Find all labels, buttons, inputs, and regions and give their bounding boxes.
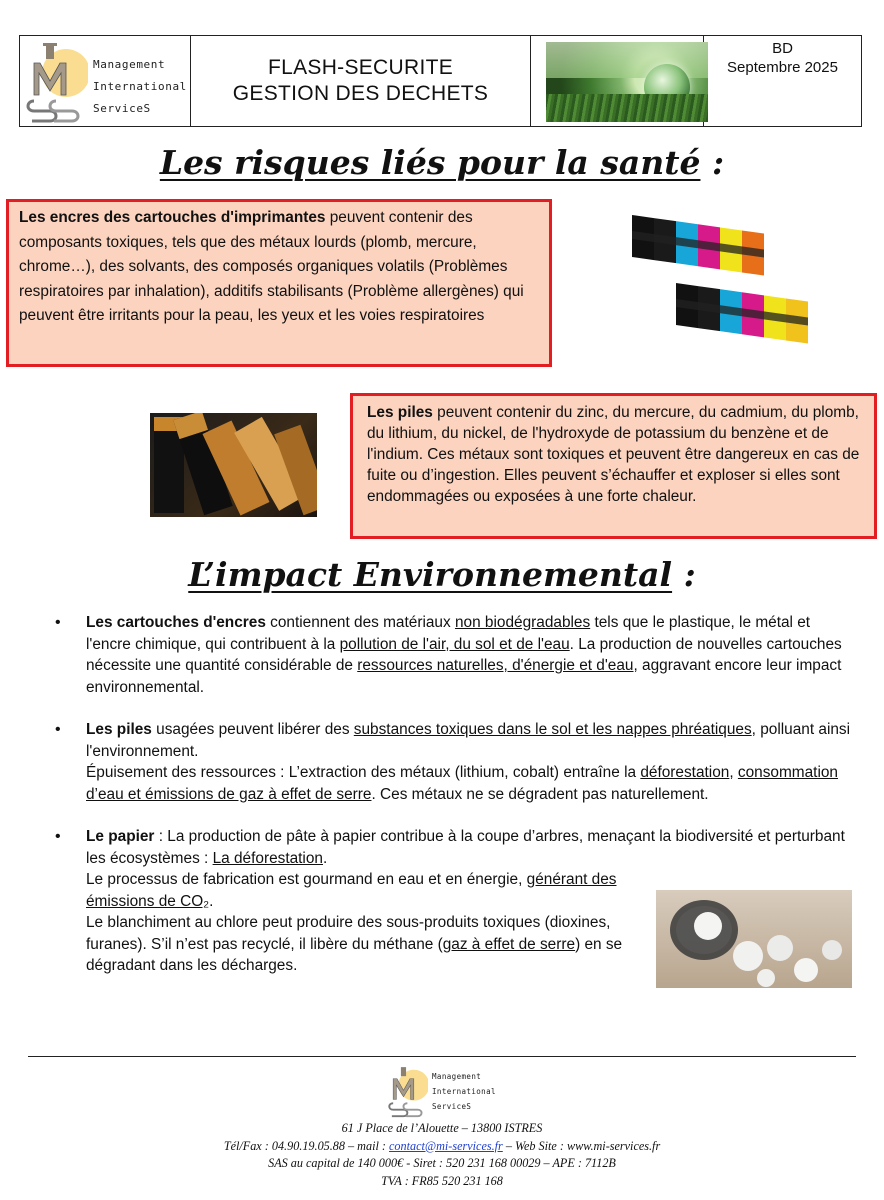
logo-line-international: International (93, 80, 187, 93)
footer-contact (0, 1120, 884, 1190)
section-title-health-risks: Les risques liés pour la santé : (159, 143, 725, 182)
ink-cartridges-box (6, 199, 552, 367)
footer-address: 61 J Place de l’Alouette – 13800 ISTRES (341, 1121, 543, 1135)
email-link[interactable]: contact@mi-services.fr (389, 1138, 503, 1153)
footer-vat: TVA : FR85 520 231 168 (381, 1173, 503, 1188)
list-item-cartridges: • Les cartouches d'encres contiennent des matériaux non biodégradables tels que le plastique, le métal et l'encre chimique, qui contribuent à la pollution de l'air, du sol et de l'eau. La production de nouvelles cartouches nécessite une quantité considérable de ressources naturelles, d'énergie et d'eau, aggravant encore leur impact environnemental. (55, 614, 842, 696)
list-item-paper: • Le papier : La production de pâte à papier contribue à la coupe d’arbres, menaçant la biodiversité et perturbant les écosystèmes : La déforestation. Le processus de fabrication est gourmand en eau et en énergie, générant des émissions de CO₂. Le blanchiment au chlore peut produire des sous-produits toxiques (dioxines, furanes). S’il n’est pas recyclé, il libère du méthane (gaz à effet de serre) en se dégradant dans les décharges. (55, 828, 845, 974)
box2-text: peuvent contenir du zinc, du mercure, du cadmium, du plomb, du lithium, du nickel, de l'hydroxyde de potassium du benzène et de l'indium. Ces métaux sont toxiques et peuvent être dangereux en cas de fuite ou d’ingestion. Elles peuvent s’échauffer et exploser si elles sont endommagées ou exposées à une forte chaleur. (367, 404, 860, 505)
footer-company: SAS au capital de 140 000€ - Siret : 520 231 168 00029 – APE : 7112B (268, 1156, 616, 1170)
header-table (19, 35, 862, 127)
box1-lead: Les encres des cartouches d'imprimantes (19, 209, 326, 226)
bullet-icon: • (55, 828, 61, 845)
crumpled-paper-image (656, 890, 852, 988)
website-text: – Web Site : www.mi-services.fr (502, 1138, 661, 1153)
header-logo-cell (20, 36, 191, 126)
box2-lead: Les piles (367, 404, 433, 421)
footer-logo-text: Management International ServiceS (432, 1072, 496, 1111)
header-photo-cell (531, 36, 704, 126)
nature-globe-photo (546, 42, 708, 122)
mis-footer-logo-icon (388, 1063, 428, 1119)
mis-logo-icon (26, 39, 88, 125)
bullet-icon: • (55, 721, 61, 738)
author-initials: BD (772, 40, 793, 57)
list-item-batteries: • Les piles usagées peuvent libérer des substances toxiques dans le sol et les nappes phréatiques, polluant ainsi l'environnement. Épuisement des ressources : L’extraction des métaux (lithium, cobalt) entraîne la déforestation, consommation d’eau et émissions de gaz à effet de serre. Ces métaux ne se dégradent pas naturellement. (55, 721, 851, 803)
logo-line-management: Management (93, 58, 166, 71)
paper-bin-icon (656, 890, 852, 988)
batteries-icon (150, 413, 317, 517)
ink-cartridges-image (628, 207, 813, 357)
section-title-environment: L’impact Environnemental : (188, 555, 696, 594)
header-date-cell (704, 36, 861, 126)
title-flash-securite: FLASH-SECURITE (267, 56, 454, 79)
footer-contact-line: Tél/Fax : 04.90.19.05.88 – mail : contact@mi-services.fr – Web Site : www.mi-services.fr (223, 1138, 661, 1153)
bullet-icon: • (55, 614, 61, 631)
logo-line-services: ServiceS (93, 102, 151, 115)
issue-date: Septembre 2025 (727, 59, 838, 76)
header-logo-text (93, 54, 187, 120)
batteries-image (150, 413, 317, 517)
batteries-box (350, 393, 877, 539)
cartridges-icon (628, 207, 813, 357)
box1-text: peuvent contenir des composants toxiques, tels que des métaux lourds (plomb, mercure, chrome…), des solvants, des composés organiques volatils (Problèmes respiratoires par inhalation), additifs stabilisants (Problème allergènes) qui peuvent être irritants pour la peau, les yeux et les voies respiratoires (19, 209, 524, 324)
header-title-cell (191, 36, 531, 126)
footer-divider (28, 1056, 856, 1057)
title-gestion-dechets: GESTION DES DECHETS (232, 82, 489, 105)
